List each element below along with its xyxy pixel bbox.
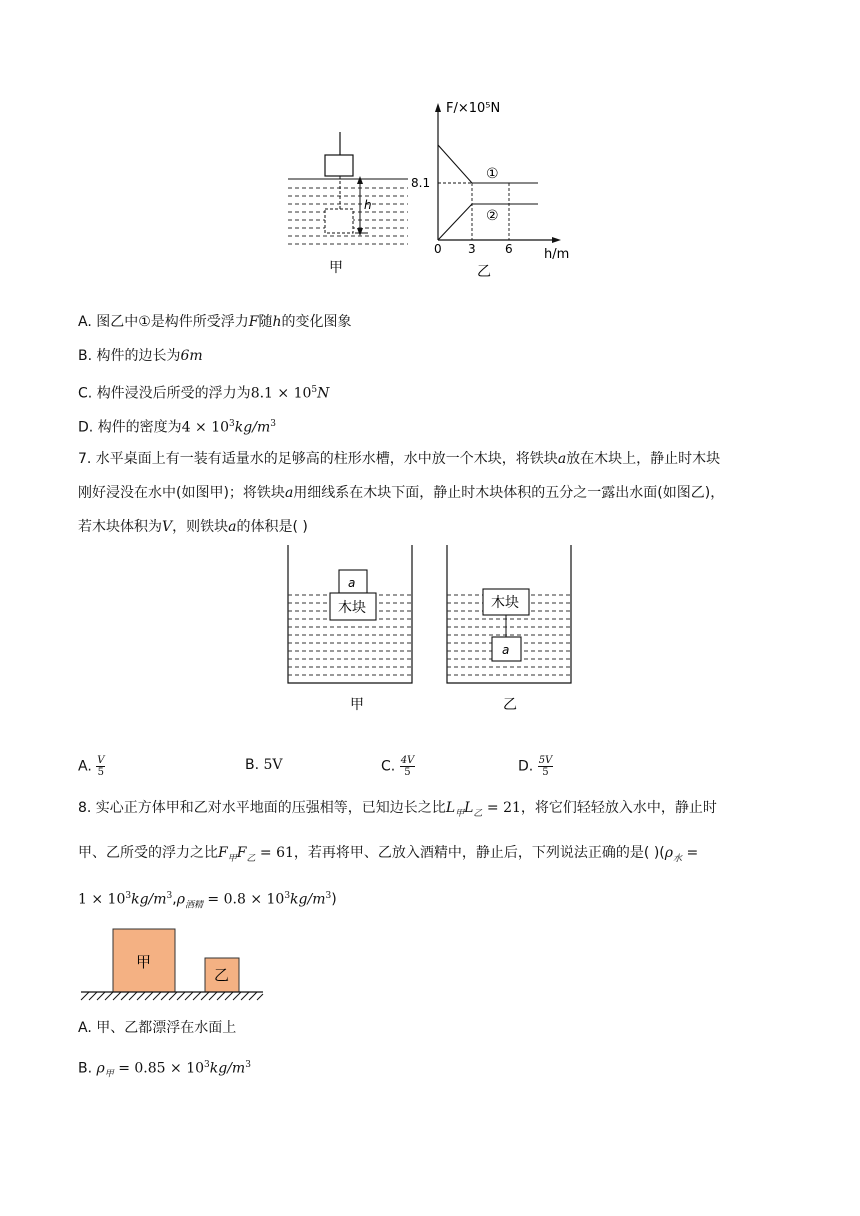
iron-block-a-label: a <box>348 576 356 590</box>
cube-yi-label: 乙 <box>214 966 230 984</box>
y-axis-label: F/×10⁵N <box>446 101 501 116</box>
q6-graph <box>411 101 569 262</box>
q7-tank-yi <box>447 545 571 683</box>
q6-option-c[interactable]: C. 构件浸没后所受的浮力为$8.1 \times 10^5N$ <box>78 385 330 402</box>
q8-option-b[interactable]: B. $\rho_甲 = 0.85 \times 10^3kg/m^3$ <box>78 1060 251 1080</box>
q8-stem-line-2: 甲、乙所受的浮力之比$F_甲F_乙 = 61$，若再将甲、乙放入酒精中，静止后，下列说法正确的是( )($\rho_水$ = <box>78 845 699 864</box>
q7-stem-line-1: 7. 水平桌面上有一装有适量水的足够高的柱形水槽，水中放一个木块，将铁块a放在木块上，静止时木块 <box>78 451 721 467</box>
x-axis-label: h/m <box>544 247 570 262</box>
h-label: h <box>364 198 372 212</box>
q8-stem-line-3: $1 \times 10^3kg/m^3,\rho_{酒精} = 0.8 \times 10^3kg/m^3$) <box>78 891 337 911</box>
q6-option-a[interactable]: A. 图乙中①是构件所受浮力F随h的变化图象 <box>78 314 352 330</box>
wood-block-label-2: 木块 <box>491 595 519 611</box>
iron-block-a-label-2: a <box>502 643 510 657</box>
q8-figure <box>78 925 268 1005</box>
q7-figure <box>280 540 580 720</box>
ground-hatching <box>81 992 263 1000</box>
q7-stem-line-2: 刚好浸没在水中(如图甲)；将铁块a用细线系在木块下面，静止时木块体积的五分之一露出水面(如图乙)， <box>78 485 725 501</box>
y-tick-8-1: 8.1 <box>411 176 431 190</box>
q8-option-a[interactable]: A. 甲、乙都漂浮在水面上 <box>78 1020 237 1036</box>
curve-label-1: ① <box>486 166 499 182</box>
q6-right-caption: 乙 <box>477 264 491 280</box>
wood-block-label: 木块 <box>338 600 366 616</box>
q6-left-caption: 甲 <box>329 260 343 276</box>
x-tick-0: 0 <box>434 242 442 256</box>
q7-option-d[interactable]: D. $\frac{5V}{5}$ <box>518 755 553 778</box>
curve-label-2: ② <box>486 208 499 224</box>
x-tick-6: 6 <box>505 242 513 256</box>
cube-jia-label: 甲 <box>136 953 152 971</box>
q7-stem-line-3: 若木块体积为V，则铁块a的体积是( ) <box>78 519 308 535</box>
q7-left-caption: 甲 <box>350 697 364 713</box>
q6-option-b[interactable]: B. 构件的边长为6m <box>78 348 203 364</box>
q7-tank-jia <box>288 545 412 683</box>
q6-tank-diagram <box>288 132 408 244</box>
x-tick-3: 3 <box>468 242 476 256</box>
q7-option-b[interactable]: B. 5V <box>245 757 283 773</box>
q8-stem-line-1: 8. 实心正方体甲和乙对水平地面的压强相等，已知边长之比$L_甲L_乙 = 21$，将它们轻轻放入水中，静止时 <box>78 800 717 819</box>
q6-option-d[interactable]: D. 构件的密度为$4 \times 10^3kg/m^3$ <box>78 419 276 436</box>
q7-right-caption: 乙 <box>503 697 517 713</box>
q6-figure <box>280 100 580 285</box>
q7-option-a[interactable]: A. $\frac{V}{5}$ <box>78 755 105 778</box>
q7-option-c[interactable]: C. $\frac{4V}{5}$ <box>381 755 415 778</box>
